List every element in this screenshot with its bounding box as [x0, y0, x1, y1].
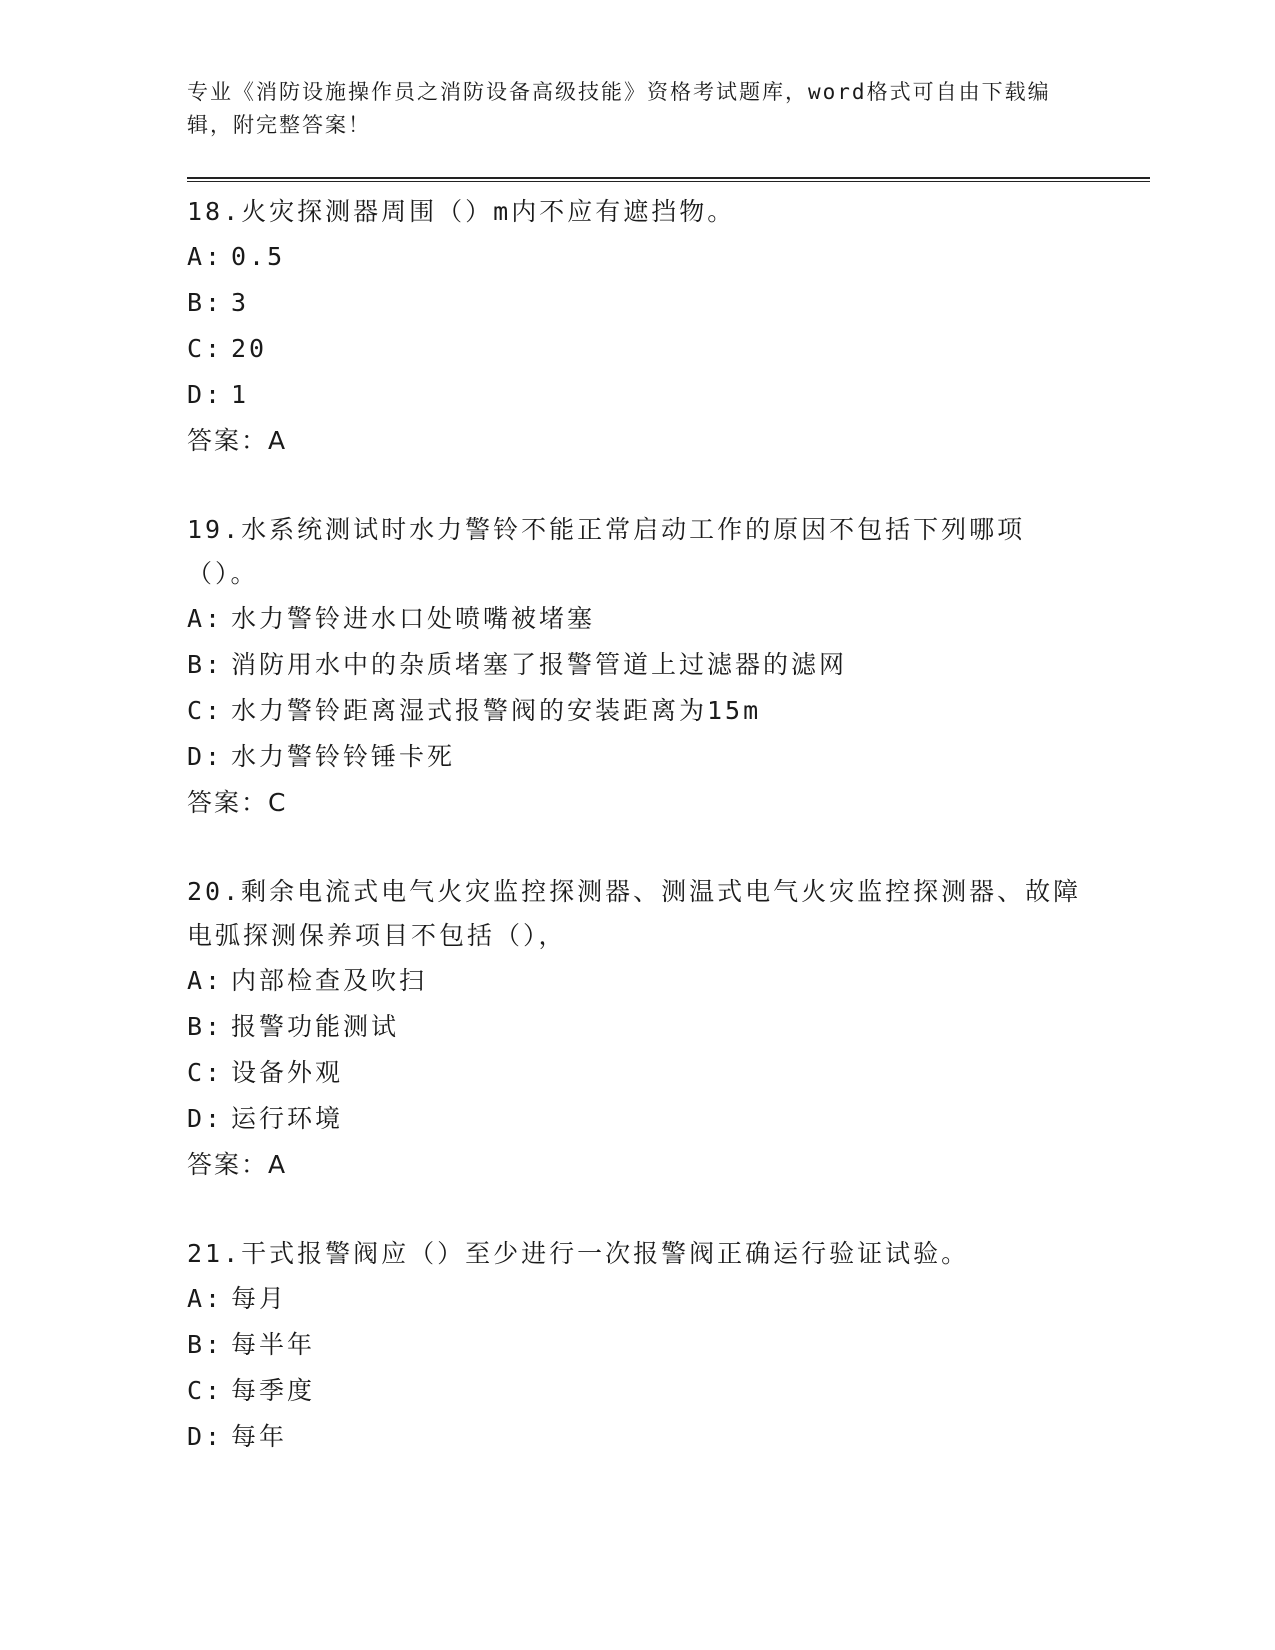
- option-letter: B:: [187, 1012, 224, 1041]
- option-letter: D:: [187, 1422, 224, 1451]
- option-text: 3: [231, 288, 250, 317]
- option-text: 水力警铃铃锤卡死: [231, 742, 456, 771]
- option-letter: D:: [187, 742, 224, 771]
- question-spacer: [187, 464, 1087, 508]
- option-letter: C:: [187, 1376, 224, 1405]
- option-letter: B:: [187, 288, 224, 317]
- question-spacer: [187, 826, 1087, 870]
- option-c: [187, 1368, 1087, 1414]
- option-d: [187, 372, 1087, 418]
- option-b: [187, 280, 1087, 326]
- question-20: [187, 870, 1087, 1188]
- question-spacer: [187, 1188, 1087, 1232]
- option-d: [187, 1096, 1087, 1142]
- option-b: [187, 1322, 1087, 1368]
- option-letter: A:: [187, 242, 224, 271]
- option-letter: A:: [187, 966, 224, 995]
- option-letter: C:: [187, 334, 224, 363]
- option-d: [187, 1414, 1087, 1460]
- option-a: [187, 234, 1087, 280]
- option-letter: B:: [187, 1330, 224, 1359]
- option-b: [187, 642, 1087, 688]
- option-a: [187, 1276, 1087, 1322]
- option-text: 1: [231, 380, 250, 409]
- option-letter: C:: [187, 696, 224, 725]
- answer-line: 答案：A: [187, 1150, 288, 1179]
- option-d: [187, 734, 1087, 780]
- option-text: 每月: [231, 1284, 288, 1313]
- document-header: 专业《消防设施操作员之消防设备高级技能》资格考试题库，word格式可自由下载编辑，附完整答案！: [187, 80, 1051, 137]
- option-b: [187, 1004, 1087, 1050]
- answer-line: 答案：C: [187, 788, 288, 817]
- option-text: 水力警铃距离湿式报警阀的安装距离为15m: [231, 696, 762, 725]
- question-21: [187, 1232, 1087, 1460]
- option-letter: D:: [187, 380, 224, 409]
- question-list: [187, 190, 1087, 1460]
- option-letter: C:: [187, 1058, 224, 1087]
- option-c: [187, 1050, 1087, 1096]
- question-18: [187, 190, 1087, 464]
- option-text: 报警功能测试: [231, 1012, 400, 1041]
- option-text: 消防用水中的杂质堵塞了报警管道上过滤器的滤网: [231, 650, 848, 679]
- question-stem: 19.水系统测试时水力警铃不能正常启动工作的原因不包括下列哪项（）。: [187, 515, 1026, 588]
- option-text: 20: [231, 334, 268, 363]
- option-c: [187, 688, 1087, 734]
- answer-line: 答案：A: [187, 426, 288, 455]
- option-letter: D:: [187, 1104, 224, 1133]
- option-a: [187, 958, 1087, 1004]
- option-letter: B:: [187, 650, 224, 679]
- option-a: [187, 596, 1087, 642]
- option-text: 设备外观: [231, 1058, 344, 1087]
- question-stem: 20.剩余电流式电气火灾监控探测器、测温式电气火灾监控探测器、故障电弧探测保养项目不包括（），: [187, 877, 1082, 950]
- header-divider-thick: [187, 177, 1150, 179]
- option-text: 运行环境: [231, 1104, 344, 1133]
- option-letter: A:: [187, 604, 224, 633]
- option-c: [187, 326, 1087, 372]
- option-text: 每半年: [231, 1330, 316, 1359]
- option-letter: A:: [187, 1284, 224, 1313]
- option-text: 0.5: [231, 242, 286, 271]
- option-text: 每年: [231, 1422, 288, 1451]
- question-stem: 18.火灾探测器周围（）m内不应有遮挡物。: [187, 197, 736, 226]
- option-text: 每季度: [231, 1376, 316, 1405]
- question-stem: 21.干式报警阀应（）至少进行一次报警阀正确运行验证试验。: [187, 1239, 970, 1268]
- option-text: 水力警铃进水口处喷嘴被堵塞: [231, 604, 596, 633]
- header-divider-thin: [187, 181, 1150, 182]
- option-text: 内部检查及吹扫: [231, 966, 428, 995]
- question-19: [187, 508, 1087, 826]
